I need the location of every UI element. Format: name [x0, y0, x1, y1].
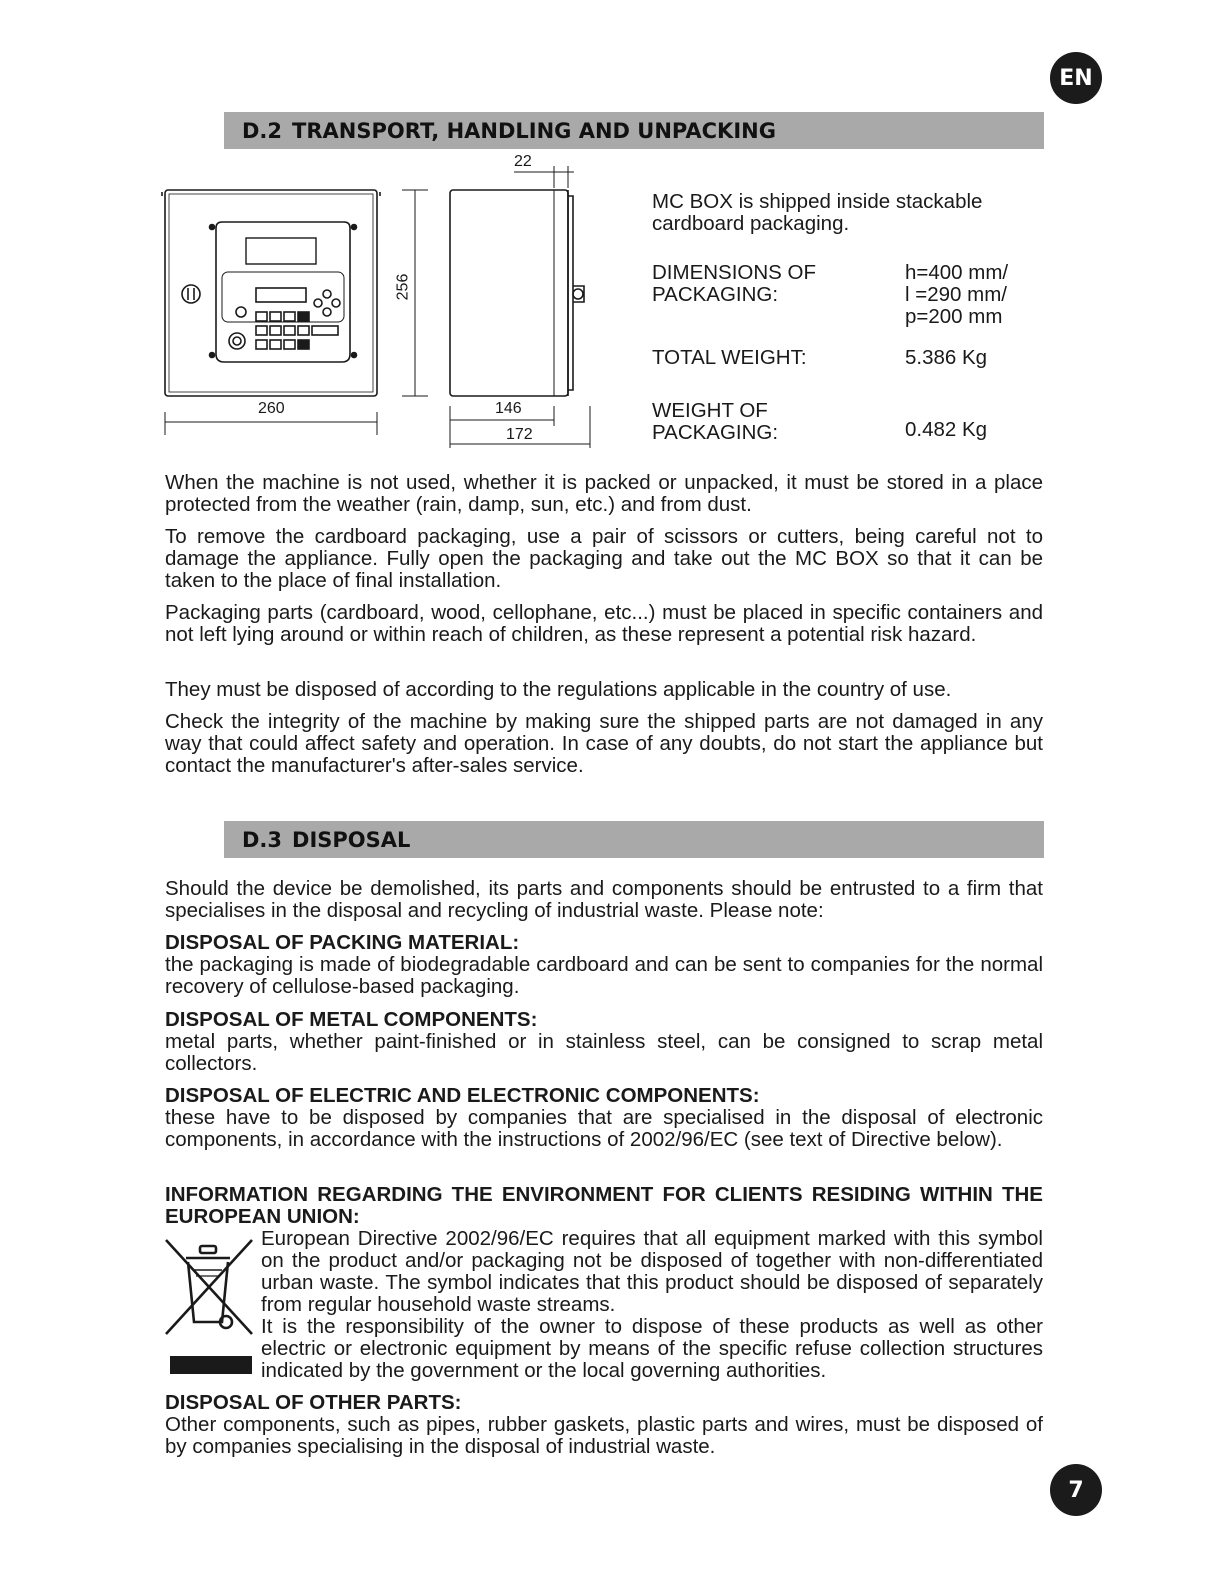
eu-directive-text: European Directive 2002/96/EC requires that all equipment marked with this symbol on the product and/or packaging not be disposed of together with non-differentiated urban waste. The symbol indicates that this product should be disposed of separately from regular household waste streams. It is the responsibility of the owner to dispose of these products as well as other electric or electronic equipment by means of the specific refuse collection structures indicated by the government or the local governing authorities.: [261, 1227, 1043, 1382]
other-parts-block: [165, 1392, 1043, 1458]
total-weight-label: TOTAL WEIGHT:: [652, 346, 807, 369]
regulations-paragraph: They must be disposed of according to the regulations applicable in the country of use.: [165, 678, 952, 701]
dimension-top: 22: [514, 153, 532, 170]
other-parts-text: Other components, such as pipes, rubber gaskets, plastic parts and wires, must be disposed of by companies specialising in the disposal of industrial waste.: [165, 1413, 1043, 1458]
unpacking-paragraph: To remove the cardboard packaging, use a pair of scissors or cutters, being careful not to damage the appliance. Fully open the packaging and take out the MC BOX so that it can be taken to the place of final installation.: [165, 525, 1043, 592]
weee-crossed-bin-icon: [164, 1236, 256, 1378]
electric-components-heading: DISPOSAL OF ELECTRIC AND ELECTRONIC COMPONENTS:: [165, 1084, 760, 1107]
electric-components-block: [165, 1085, 1043, 1151]
section-title: TRANSPORT, HANDLING AND UNPACKING: [292, 118, 776, 143]
metal-components-heading: DISPOSAL OF METAL COMPONENTS:: [165, 1008, 538, 1031]
section-number: D.3: [242, 827, 283, 852]
section-header-d2: [224, 112, 1044, 149]
storage-paragraph: When the machine is not used, whether it is packed or unpacked, it must be stored in a place protected from the weather (rain, damp, sun, etc.) and from dust.: [165, 471, 1043, 516]
packaging-weight-value: 0.482 Kg: [905, 418, 988, 441]
total-weight-value: 5.386 Kg: [905, 346, 988, 369]
dimension-side-outer: 172: [506, 426, 533, 443]
page-number-badge: 7: [1050, 1464, 1102, 1516]
dimension-front-width: 260: [258, 400, 285, 417]
lock-icon: [182, 285, 200, 303]
packaging-weight-label: WEIGHT OF PACKAGING:: [652, 399, 779, 444]
side-view-body: [450, 190, 568, 396]
language-badge: EN: [1050, 52, 1102, 104]
electric-components-text: these have to be disposed by companies that are specialised in the disposal of electronic components, in accordance with the instructions of 2002/96/EC (see text of Directive below).: [165, 1106, 1043, 1151]
dimension-side-inner: 146: [495, 400, 522, 417]
integrity-paragraph: Check the integrity of the machine by making sure the shipped parts are not damaged in any way that could affect safety and operation. In case of any doubts, do not start the appliance but contact the manufacturer's after-sales service.: [165, 710, 1043, 777]
dimensions-value: h=400 mm/ l =290 mm/ p=200 mm: [905, 261, 1009, 328]
other-parts-heading: DISPOSAL OF OTHER PARTS:: [165, 1391, 462, 1414]
disposal-intro: Should the device be demolished, its parts and components should be entrusted to a firm that specialises in the disposal and recycling of industrial waste. Please note:: [165, 877, 1043, 922]
packing-material-heading: DISPOSAL OF PACKING MATERIAL:: [165, 931, 520, 954]
section-title: DISPOSAL: [292, 827, 411, 852]
packing-material-text: the packaging is made of biodegradable cardboard and can be sent to companies for the normal recovery of cellulose-based packaging.: [165, 953, 1043, 998]
front-view-body: [165, 190, 377, 396]
display-window: [246, 238, 316, 264]
section-header-d3: [224, 821, 1044, 858]
eu-environment-heading: INFORMATION REGARDING THE ENVIRONMENT FOR CLIENTS RESIDING WITHIN THE EUROPEAN UNION:: [165, 1183, 1043, 1228]
mc-box-technical-drawing: [150, 150, 620, 460]
packing-material-block: [165, 932, 1043, 998]
dimension-height: 256: [394, 273, 412, 301]
section-number: D.2: [242, 118, 283, 143]
packaging-parts-paragraph: Packaging parts (cardboard, wood, cellophane, etc...) must be placed in specific containers and not left lying around or within reach of children, as these represent a potential risk hazard.: [165, 601, 1043, 646]
dimensions-label: DIMENSIONS OF PACKAGING:: [652, 261, 817, 306]
metal-components-block: [165, 1009, 1043, 1075]
shipping-intro: MC BOX is shipped inside stackable cardboard packaging.: [652, 190, 983, 235]
metal-components-text: metal parts, whether paint-finished or in stainless steel, can be consigned to scrap metal collectors.: [165, 1030, 1043, 1075]
